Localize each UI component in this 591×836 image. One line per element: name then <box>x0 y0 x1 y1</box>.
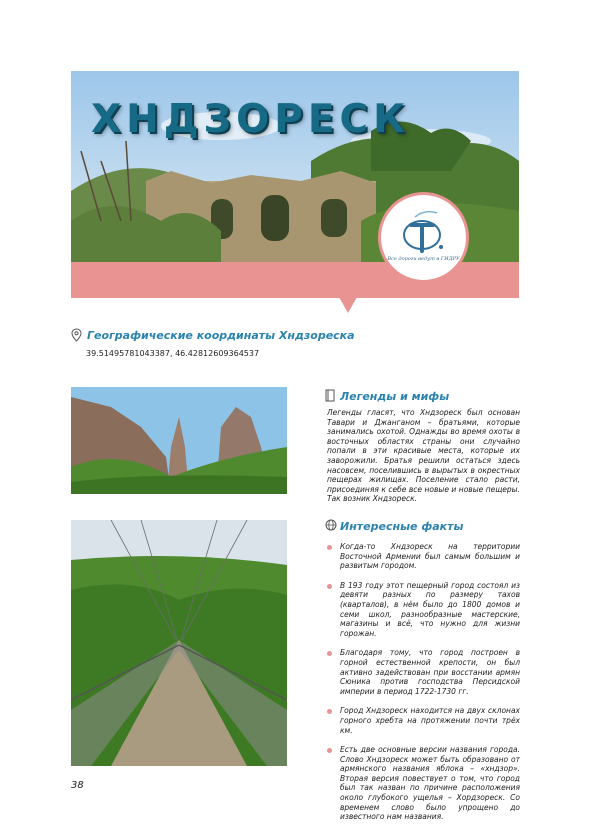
bullet-icon <box>327 709 332 714</box>
coordinates-value: 39.51495781043387, 46.42812609364537 <box>86 349 260 358</box>
facts-heading: Интересные факты <box>340 520 464 533</box>
facts-list <box>327 542 520 832</box>
fact-item: Есть две основные версии названия города. Слово Хндзореск может быть образовано от армянского названия яблока – «хндзор». Вторая версия повествует о том, что город был так назван по причине расположения около глубокого ущелья – Хордзореск. Со временем слово было упрощено до известного нам названия. <box>340 745 520 822</box>
bullet-icon <box>327 651 332 656</box>
bullet-icon <box>327 748 332 753</box>
fact-item: Благодаря тому, что город построен в горной естественной крепости, он был активно задействован при восстании армян Сюника против господства Персидской империи в период 1722-1730 гг. <box>340 648 520 696</box>
fact-item: Когда-то Хндзореск на территории Восточной Армении был самым большим и развитым городом. <box>340 542 520 571</box>
book-icon <box>325 389 336 402</box>
bridge-photo-illustration <box>71 520 287 766</box>
bullet-icon <box>327 545 332 550</box>
page-title: ХНДЗОРЕСК <box>91 97 411 142</box>
bullet-icon <box>327 584 332 589</box>
location-pin-icon <box>71 328 82 342</box>
cliffs-photo-illustration <box>71 387 287 494</box>
brand-logo <box>381 195 466 280</box>
coordinates-title: Географические координаты Хндзореска <box>87 329 355 342</box>
logo-tagline: Все дороги ведут в ГИДРУ <box>387 256 460 262</box>
fact-item: В 193 году этот пещерный город состоял из девяти разных по размеру тахов (кварталов), в нём было до 1800 домов и семи школ, разнообразные мастерские, магазины и всё, что нужно для жизни горожан. <box>340 581 520 639</box>
hero-band-pointer <box>339 297 357 313</box>
cliffs-photo <box>71 387 287 494</box>
logo-mark-icon <box>381 195 466 280</box>
legends-heading: Легенды и мифы <box>340 390 450 403</box>
fact-item: Город Хндзореск находится на двух склонах горного хребта на протяжении почти трёх км. <box>340 706 520 735</box>
globe-icon <box>325 519 337 531</box>
hero-banner <box>71 71 519 298</box>
page-number: 38 <box>71 780 84 791</box>
legends-text: Легенды гласят, что Хндзореск был основан Тавари и Джанганом – братьями, которые занимались охотой. Однажды во время охоты в восточных областях страны они случайно попали в эти красивые места, которые их заворожили. Братья решили остаться здесь насовсем, поселившись в вырытых в окрестных пещерах жилищах. Поселение стало расти, присоединяя к себе все новые и новые пещеры. Так возник Хндзореск. <box>327 408 520 504</box>
suspension-bridge-photo <box>71 520 287 766</box>
